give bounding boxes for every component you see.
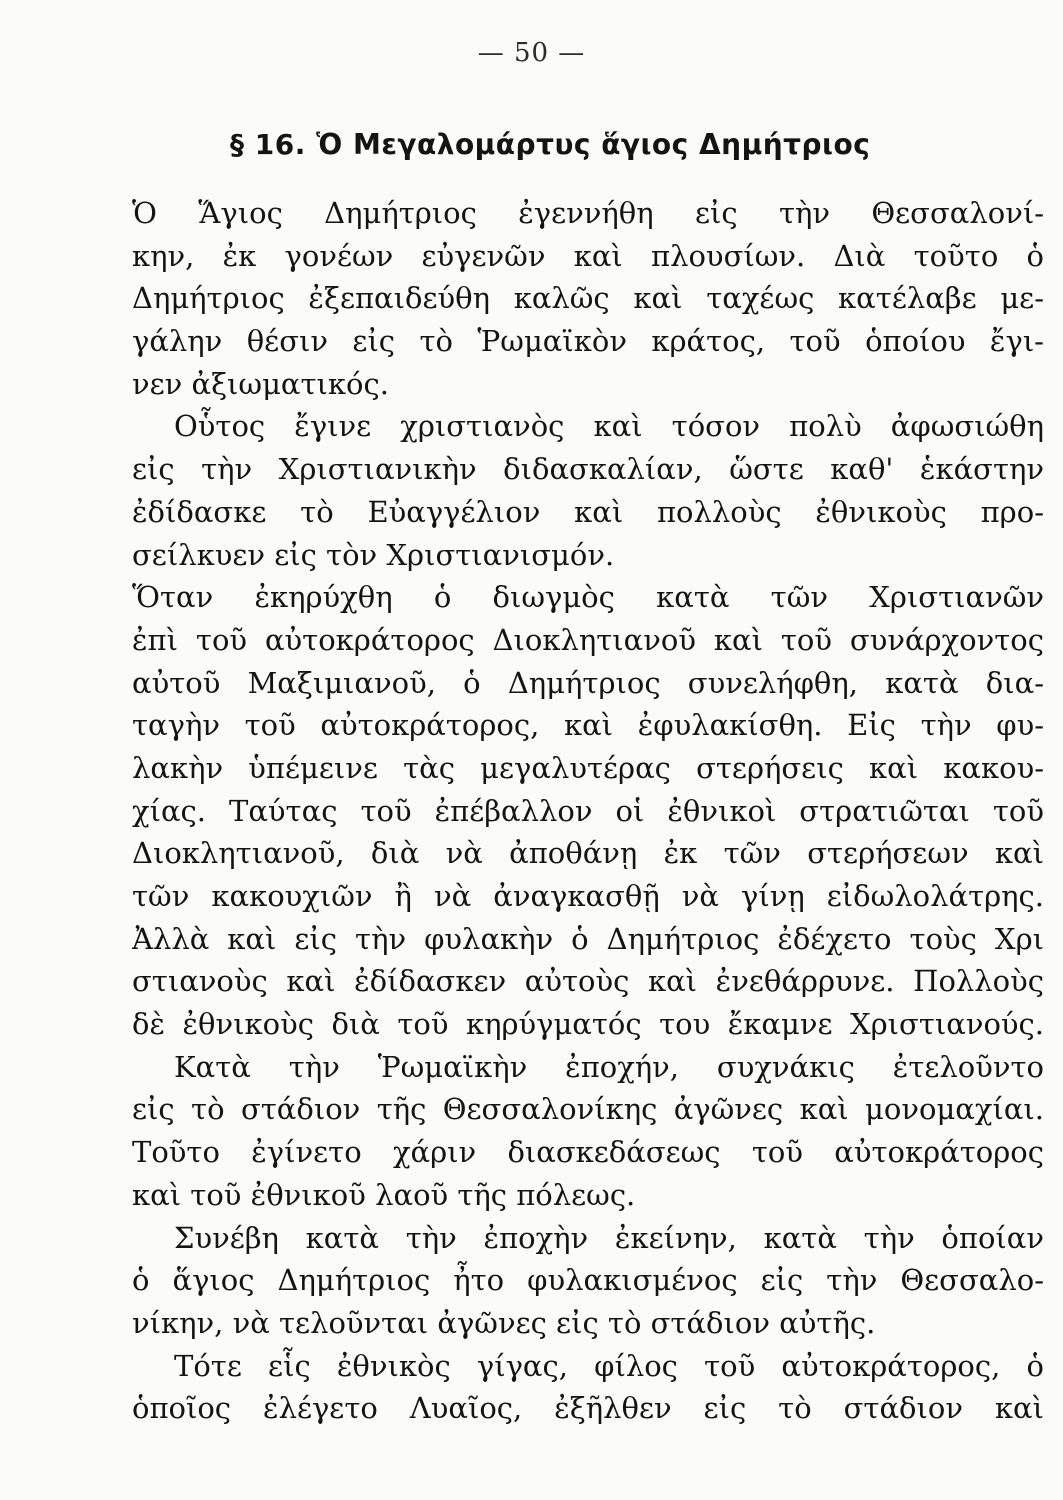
text-line: Συνέβη κατὰ τὴν ἐποχὴν ἐκείνην, κατὰ τὴν ὁποίαν: [174, 1220, 1044, 1255]
text-line: Κατὰ τὴν Ῥωμαϊκὴν ἐποχήν, συχνάκις ἐτελοῦντο: [174, 1049, 1044, 1084]
text-line: ὁ ἅγιος Δημήτριος ἦτο φυλακισμένος εἰς τὴν Θεσσαλο-: [132, 1263, 1044, 1298]
text-line: Τοῦτο ἐγίνετο χάριν διασκεδάσεως τοῦ αὐτοκράτορος: [132, 1135, 1044, 1170]
text-line: σείλκυεν εἰς τὸν Χριστιανισμόν.: [132, 537, 615, 572]
text-line: δὲ ἐθνικοὺς διὰ τοῦ κηρύγματός του ἔκαμνε Χριστιανούς.: [132, 1007, 1044, 1042]
text-line: στιανοὺς καὶ ἐδίδασκεν αὐτοὺς καὶ ἐνεθάρρυνε. Πολλοὺς: [132, 964, 1044, 999]
section-heading: § 16. Ὁ Μεγαλομάρτυς ἅγιος Δημήτριος: [230, 128, 871, 161]
text-line: εἰς τὴν Χριστιανικὴν διδασκαλίαν, ὥστε καθ' ἑκάστην: [132, 452, 1044, 487]
text-line: Διοκλητιανοῦ, διὰ νὰ ἀποθάνῃ ἐκ τῶν στερήσεων καὶ: [132, 836, 1044, 871]
text-line: κην, ἐκ γονέων εὐγενῶν καὶ πλουσίων. Διὰ τοῦτο ὁ: [132, 238, 1044, 273]
text-line: νίκην, νὰ τελοῦνται ἀγῶνες εἰς τὸ στάδιον αὐτῆς.: [132, 1305, 876, 1340]
text-line: ἐπὶ τοῦ αὐτοκράτορος Διοκλητιανοῦ καὶ τοῦ συνάρχοντος: [132, 622, 1044, 657]
text-line: καὶ τοῦ ἐθνικοῦ λαοῦ τῆς πόλεως.: [132, 1177, 636, 1212]
text-line: Τότε εἷς ἐθνικὸς γίγας, φίλος τοῦ αὐτοκράτορος, ὁ: [174, 1348, 1044, 1383]
text-line: Ὅταν ἐκηρύχθη ὁ διωγμὸς κατὰ τῶν Χριστιανῶν: [132, 580, 1044, 615]
text-line: αὐτοῦ Μαξιμιανοῦ, ὁ Δημήτριος συνελήφθη, κατὰ δια-: [132, 665, 1044, 700]
text-line: Δημήτριος ἐξεπαιδεύθη καλῶς καὶ ταχέως κατέλαβε με-: [132, 281, 1044, 316]
text-line: Ἀλλὰ καὶ εἰς τὴν φυλακὴν ὁ Δημήτριος ἐδέχετο τοὺς Χρι: [132, 921, 1044, 956]
text-line: τῶν κακουχιῶν ἢ νὰ ἀναγκασθῇ νὰ γίνῃ εἰδωλολάτρης.: [132, 879, 1044, 913]
text-line: ἐδίδασκε τὸ Εὐαγγέλιον καὶ πολλοὺς ἐθνικοὺς προ-: [132, 494, 1044, 529]
text-line: εἰς τὸ στάδιον τῆς Θεσσαλονίκης ἀγῶνες καὶ μονομαχίαι.: [132, 1092, 1044, 1127]
body-text: [132, 192, 1044, 1430]
text-line: νεν ἀξιωματικός.: [132, 366, 389, 401]
text-line: Οὗτος ἔγινε χριστιανὸς καὶ τόσον πολὺ ἀφωσιώθη: [174, 409, 1044, 444]
text-line: ὁποῖος ἐλέγετο Λυαῖος, ἐξῆλθεν εἰς τὸ στάδιον καὶ: [132, 1391, 1044, 1426]
text-line: Ὁ Ἅγιος Δημήτριος ἐγεννήθη εἰς τὴν Θεσσαλονί-: [132, 196, 1044, 230]
text-line: χίας. Ταύτας τοῦ ἐπέβαλλον οἱ ἐθνικοὶ στρατιῶται τοῦ: [132, 793, 1044, 828]
text-line: λακὴν ὑπέμεινε τὰς μεγαλυτέρας στερήσεις καὶ κακου-: [132, 750, 1044, 785]
text-line: γάλην θέσιν εἰς τὸ Ῥωμαϊκὸν κράτος, τοῦ ὁποίου ἔγι-: [132, 324, 1044, 359]
page-number: — 50 —: [477, 38, 586, 68]
text-line: ταγὴν τοῦ αὐτοκράτορος, καὶ ἐφυλακίσθη. Εἰς τὴν φυ-: [132, 708, 1044, 743]
